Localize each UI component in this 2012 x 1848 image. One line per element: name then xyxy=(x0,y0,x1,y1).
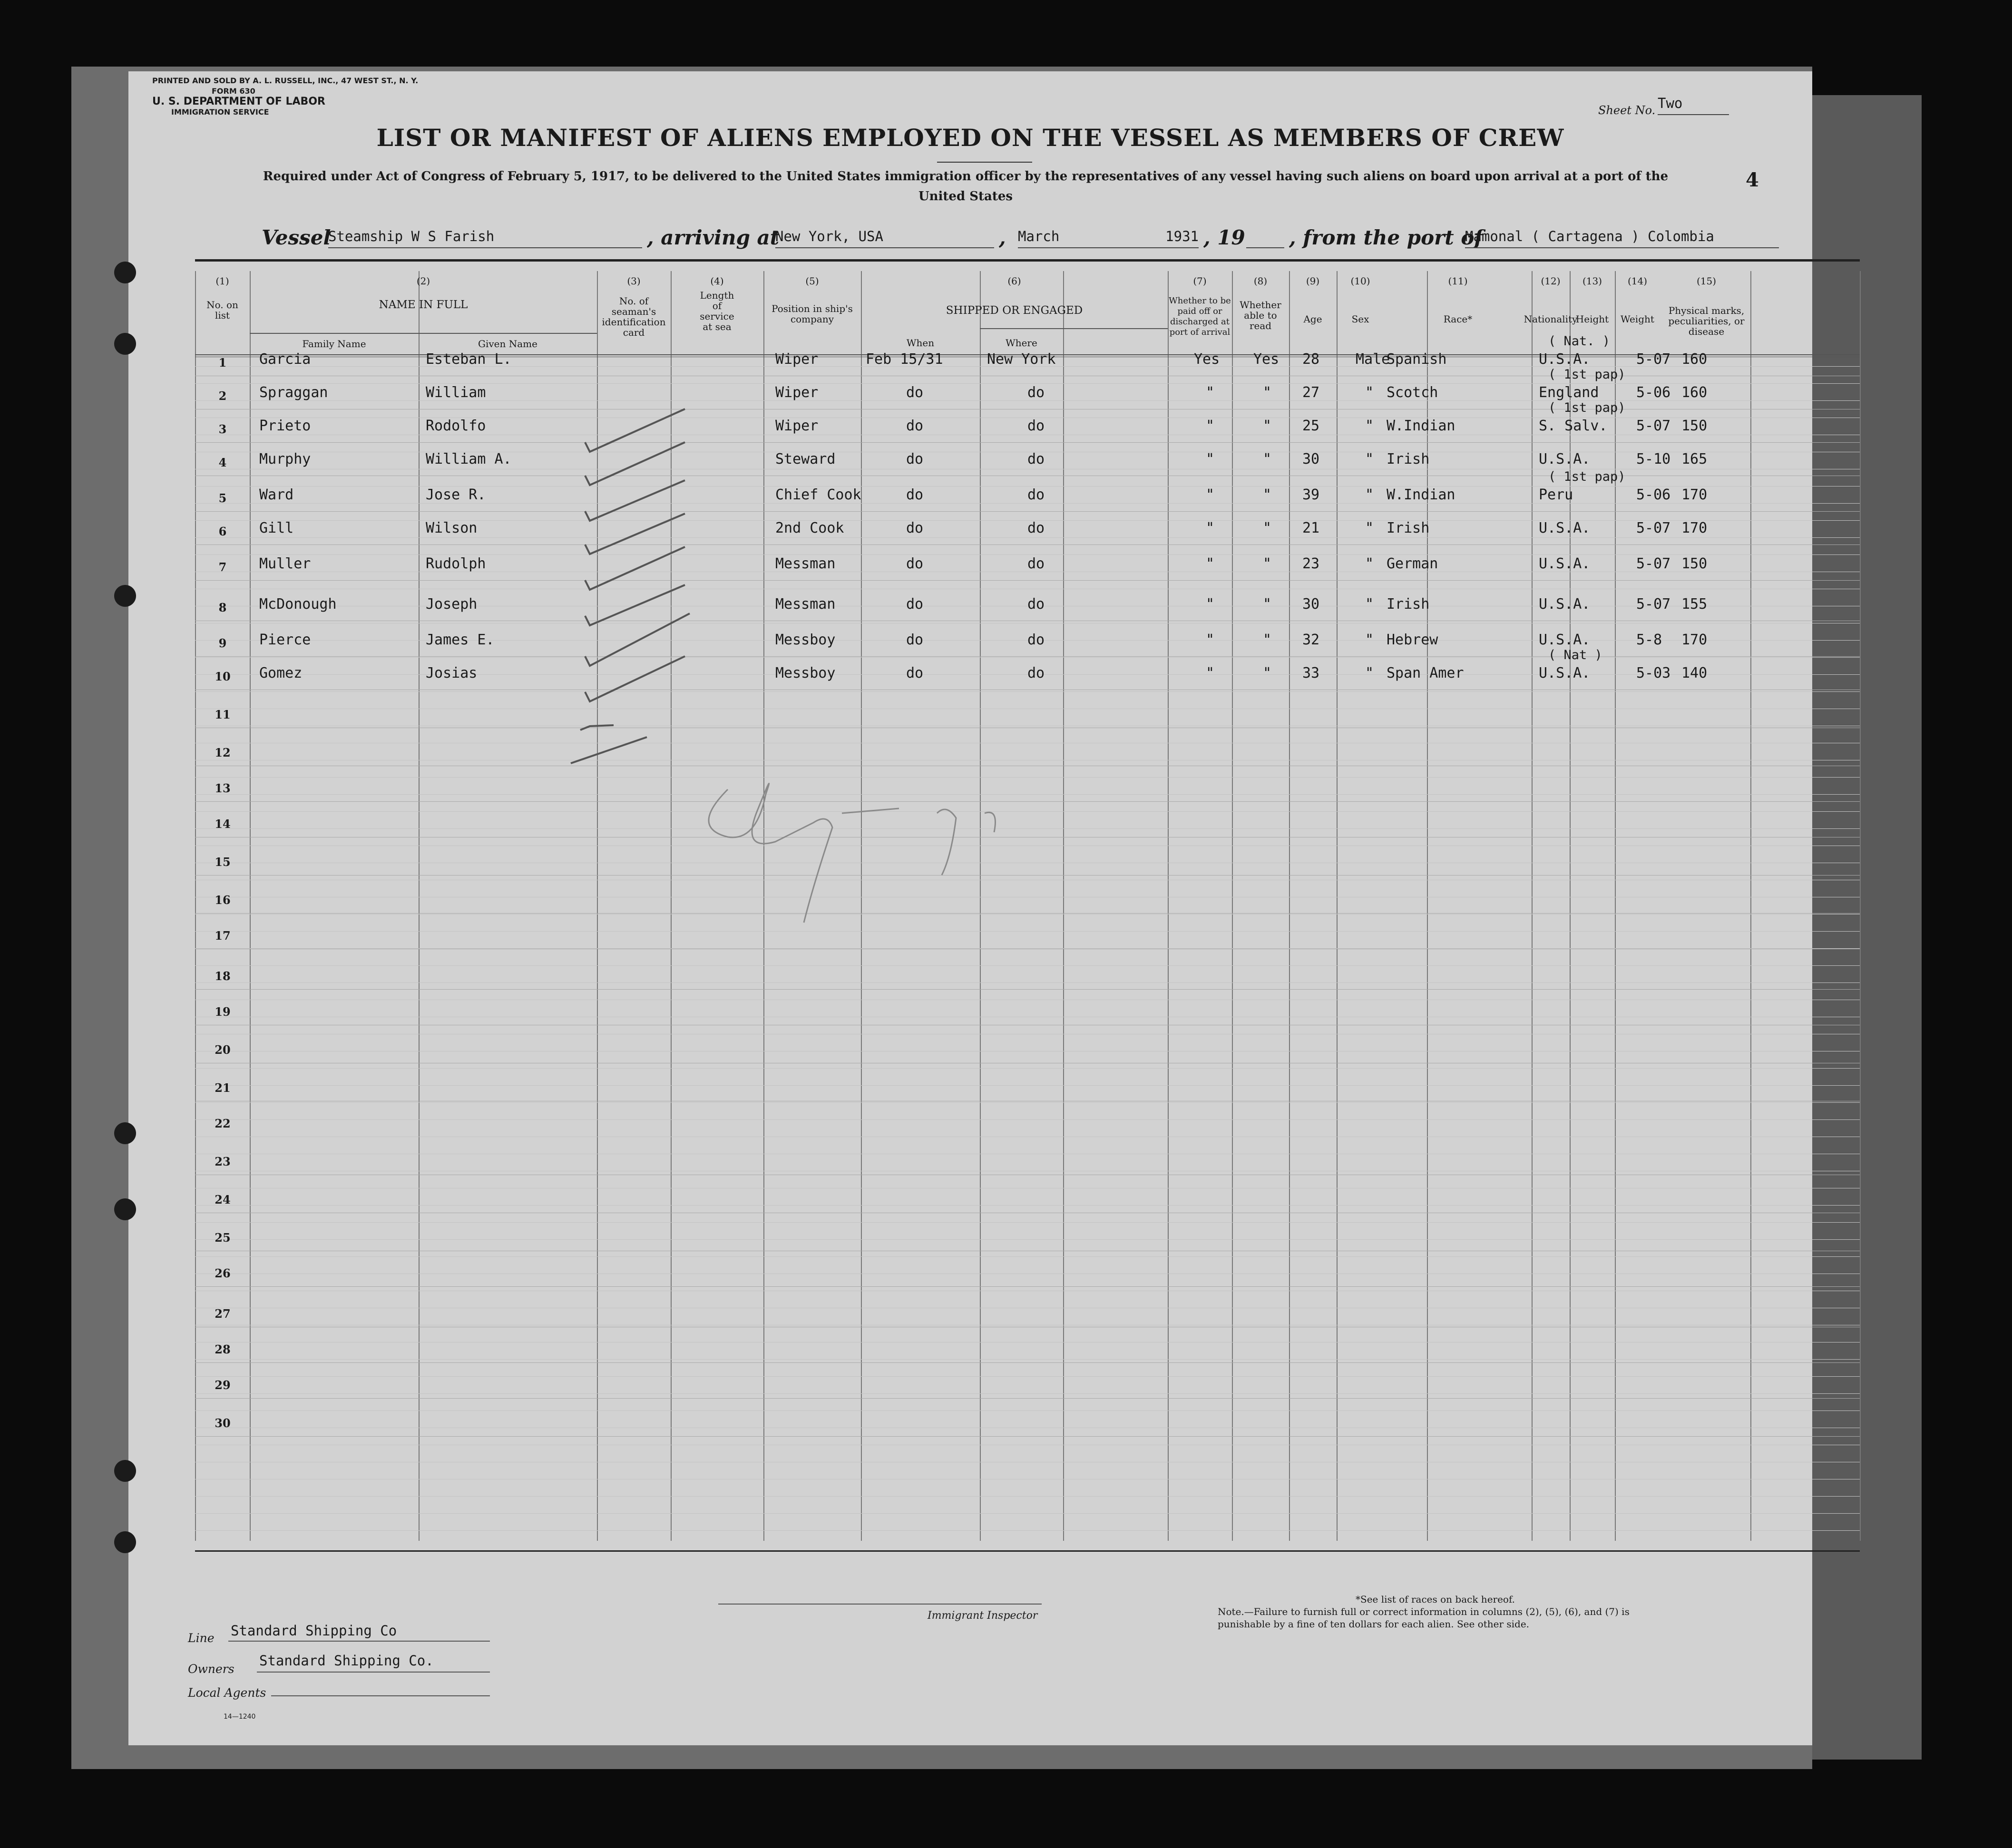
col-family-name-header: Family Name xyxy=(302,338,366,350)
row-number: 16 xyxy=(215,893,231,907)
able-to-read-cell: " xyxy=(1263,384,1272,401)
nationality-note-cell: ( Nat. ) xyxy=(1548,334,1611,349)
binder-hole xyxy=(114,1460,136,1482)
col-6-number: (6) xyxy=(1007,275,1021,287)
row-number: 21 xyxy=(215,1081,231,1095)
col-id-card-header: No. of seaman's identification card xyxy=(602,295,666,338)
row-number: 3 xyxy=(218,422,227,436)
shipped-where-cell: New York xyxy=(987,351,1056,368)
able-to-read-cell: " xyxy=(1263,596,1272,613)
position-cell: Chief Cook xyxy=(775,486,861,503)
sheet-label: Sheet No. xyxy=(1598,104,1656,117)
row-divider xyxy=(195,913,1860,914)
row-number: 12 xyxy=(215,746,231,759)
sex-cell: " xyxy=(1365,555,1374,572)
col-nationality-header: Nationality xyxy=(1524,313,1578,325)
grid-line xyxy=(195,1102,1860,1103)
row-divider xyxy=(195,1398,1860,1399)
able-to-read-cell: " xyxy=(1263,520,1272,536)
row-number: 29 xyxy=(215,1378,231,1392)
col-when-header: When xyxy=(906,337,935,349)
shipped-when-cell: Feb 15/31 xyxy=(866,351,943,368)
local-agents-label: Local Agents xyxy=(188,1686,266,1700)
col-service-length-header: Length of service at sea xyxy=(700,290,734,332)
nationality-cell: U.S.A. xyxy=(1539,665,1591,681)
paid-off-cell: Yes xyxy=(1194,351,1220,368)
from-port-label: , from the port of xyxy=(1289,226,1483,249)
race-cell: Span Amer xyxy=(1387,665,1464,681)
shipped-where-cell: do xyxy=(1027,596,1045,613)
grid-line xyxy=(195,794,1860,795)
shipped-when-cell: do xyxy=(906,520,924,536)
col-12-number: (12) xyxy=(1541,275,1561,287)
row-number: 4 xyxy=(218,456,227,469)
row-number: 1 xyxy=(218,356,227,370)
col-height-header: Height xyxy=(1575,313,1609,325)
sheet-value: Two xyxy=(1658,95,1729,115)
nationality-cell: U.S.A. xyxy=(1539,555,1591,572)
able-to-read-cell: " xyxy=(1263,555,1272,572)
grid-line xyxy=(195,1359,1860,1360)
family-name-cell: Muller xyxy=(259,555,311,572)
shipped-when-cell: do xyxy=(906,632,924,648)
race-cell: Irish xyxy=(1387,596,1430,613)
col-weight-header: Weight xyxy=(1621,313,1654,325)
col-7-number: (7) xyxy=(1193,275,1207,287)
grid-line xyxy=(195,1222,1860,1223)
position-cell: Wiper xyxy=(775,351,819,368)
sex-cell: " xyxy=(1365,418,1374,434)
vessel-name: Steamship W S Farish xyxy=(328,228,642,248)
sex-cell: " xyxy=(1365,486,1374,503)
row-number: 13 xyxy=(215,781,231,795)
shipped-when-cell: do xyxy=(906,418,924,434)
binder-hole xyxy=(114,262,136,283)
shipped-when-cell: do xyxy=(906,596,924,613)
given-name-cell: James E. xyxy=(426,632,495,648)
grid-line xyxy=(195,1496,1860,1497)
row-number: 24 xyxy=(215,1193,231,1206)
arrival-month: March xyxy=(1018,228,1099,248)
footer-form-code: 14—1240 xyxy=(224,1713,256,1721)
arrival-year: 1931 xyxy=(1099,228,1199,248)
grid-line xyxy=(195,537,1860,538)
race-cell: Irish xyxy=(1387,451,1430,467)
row-number: 28 xyxy=(215,1342,231,1356)
nationality-note-cell: ( 1st pap) xyxy=(1548,367,1626,382)
paid-off-cell: " xyxy=(1206,632,1215,648)
nationality-cell: S. Salv. xyxy=(1539,418,1608,434)
family-name-cell: McDonough xyxy=(259,596,337,613)
grid-line xyxy=(195,931,1860,932)
binder-hole xyxy=(114,333,136,355)
sex-cell: " xyxy=(1365,384,1374,401)
races-note-text: *See list of races on back hereof. xyxy=(1356,1594,1515,1605)
paid-off-cell: " xyxy=(1206,418,1215,434)
race-cell: W.Indian xyxy=(1387,418,1455,434)
given-name-cell: Joseph xyxy=(426,596,478,613)
col-15-number: (15) xyxy=(1696,275,1717,287)
age-cell: 32 xyxy=(1302,632,1320,648)
col-race-header: Race* xyxy=(1443,313,1473,325)
height-cell: 5-06 xyxy=(1636,384,1671,401)
grid-line xyxy=(195,1205,1860,1206)
shipped-where-cell: do xyxy=(1027,384,1045,401)
col-read-header: Whether able to read xyxy=(1240,299,1281,331)
row-number: 2 xyxy=(218,389,227,403)
nationality-cell: U.S.A. xyxy=(1539,451,1591,467)
row-divider xyxy=(195,511,1860,512)
shipped-where-cell: do xyxy=(1027,451,1045,467)
col-where-header: Where xyxy=(1006,337,1037,349)
line-label: Line xyxy=(188,1631,215,1645)
row-number: 22 xyxy=(215,1117,231,1130)
able-to-read-cell: " xyxy=(1263,665,1272,681)
family-name-cell: Prieto xyxy=(259,418,311,434)
able-to-read-cell: " xyxy=(1263,486,1272,503)
col-3-number: (3) xyxy=(627,275,641,287)
given-name-cell: Josias xyxy=(426,665,478,681)
grid-line xyxy=(195,1256,1860,1257)
position-cell: Messman xyxy=(775,596,836,613)
department-name: U. S. DEPARTMENT OF LABOR xyxy=(152,96,325,107)
weight-cell: 170 xyxy=(1681,632,1708,648)
grid-line xyxy=(195,657,1860,658)
age-cell: 21 xyxy=(1302,520,1320,536)
arrival-port: New York, USA xyxy=(775,228,994,248)
row-number: 19 xyxy=(215,1005,231,1019)
header-rule xyxy=(195,259,1860,262)
paid-off-cell: " xyxy=(1206,520,1215,536)
shipped-when-cell: do xyxy=(906,665,924,681)
paid-off-cell: " xyxy=(1206,384,1215,401)
page-title: LIST OR MANIFEST OF ALIENS EMPLOYED ON THE VESSEL AS MEMBERS OF CREW xyxy=(376,124,1564,152)
row-divider xyxy=(195,1362,1860,1363)
position-cell: Wiper xyxy=(775,418,819,434)
shipped-where-cell: do xyxy=(1027,665,1045,681)
sex-cell: " xyxy=(1365,451,1374,467)
row-number: 5 xyxy=(218,491,227,505)
row-number: 15 xyxy=(215,855,231,869)
shipped-when-cell: do xyxy=(906,384,924,401)
weight-cell: 140 xyxy=(1681,665,1708,681)
row-number: 10 xyxy=(215,670,231,683)
binder-hole xyxy=(114,1122,136,1144)
given-name-cell: Jose R. xyxy=(426,486,486,503)
row-number: 6 xyxy=(218,525,227,538)
height-cell: 5-07 xyxy=(1636,351,1671,368)
row-number: 11 xyxy=(215,708,231,721)
row-number: 9 xyxy=(218,636,227,650)
able-to-read-cell: " xyxy=(1263,418,1272,434)
nationality-cell: U.S.A. xyxy=(1539,632,1591,648)
height-cell: 5-07 xyxy=(1636,418,1671,434)
row-divider xyxy=(195,801,1860,802)
position-cell: Messman xyxy=(775,555,836,572)
family-name-cell: Ward xyxy=(259,486,294,503)
grid-line xyxy=(195,1085,1860,1086)
grid-line xyxy=(195,554,1860,555)
able-to-read-cell: " xyxy=(1263,632,1272,648)
grid-line xyxy=(195,811,1860,812)
col-4-number: (4) xyxy=(710,275,724,287)
sex-cell: " xyxy=(1365,665,1374,681)
departure-port: Mamonal ( Cartagena ) Colombia xyxy=(1465,228,1779,248)
weight-cell: 160 xyxy=(1681,384,1708,401)
age-cell: 25 xyxy=(1302,418,1320,434)
grid-line xyxy=(195,691,1860,692)
col-8-number: (8) xyxy=(1253,275,1268,287)
row-number: 30 xyxy=(215,1416,231,1430)
vessel-label: Vessel xyxy=(262,226,331,249)
row-number: 17 xyxy=(215,929,231,943)
grid-line xyxy=(195,1513,1860,1514)
height-cell: 5-07 xyxy=(1636,555,1671,572)
binder-hole xyxy=(114,1198,136,1220)
row-number: 23 xyxy=(215,1155,231,1168)
row-divider xyxy=(195,580,1860,581)
col-11-number: (11) xyxy=(1448,275,1468,287)
age-cell: 28 xyxy=(1302,351,1320,368)
row-divider xyxy=(195,1436,1860,1437)
able-to-read-cell: " xyxy=(1263,451,1272,467)
shipped-where-cell: do xyxy=(1027,632,1045,648)
height-cell: 5-8 xyxy=(1636,632,1662,648)
col-no-on-list-header: No. on list xyxy=(206,299,238,321)
crew-manifest-table xyxy=(195,271,1860,1541)
position-cell: Messboy xyxy=(775,665,836,681)
given-name-cell: Rodolfo xyxy=(426,418,486,434)
height-cell: 5-10 xyxy=(1636,451,1671,467)
grid-line xyxy=(195,948,1860,949)
race-cell: W.Indian xyxy=(1387,486,1455,503)
grid-line xyxy=(195,1393,1860,1394)
age-cell: 33 xyxy=(1302,665,1320,681)
sex-cell: " xyxy=(1365,632,1374,648)
position-cell: Wiper xyxy=(775,384,819,401)
weight-cell: 170 xyxy=(1681,520,1708,536)
position-cell: Messboy xyxy=(775,632,836,648)
height-cell: 5-06 xyxy=(1636,486,1671,503)
weight-cell: 165 xyxy=(1681,451,1708,467)
nationality-note-cell: ( Nat ) xyxy=(1548,648,1602,662)
owners-value: Standard Shipping Co. xyxy=(259,1653,434,1669)
family-name-cell: Gomez xyxy=(259,665,303,681)
nationality-cell: England xyxy=(1539,384,1599,401)
paid-off-cell: " xyxy=(1206,555,1215,572)
weight-cell: 150 xyxy=(1681,555,1708,572)
shipped-where-cell: do xyxy=(1027,520,1045,536)
family-name-cell: Spraggan xyxy=(259,384,328,401)
grid-line xyxy=(195,503,1860,504)
race-cell: German xyxy=(1387,555,1438,572)
race-cell: Scotch xyxy=(1387,384,1438,401)
age-cell: 39 xyxy=(1302,486,1320,503)
weight-cell: 170 xyxy=(1681,486,1708,503)
nationality-note-cell: ( 1st pap) xyxy=(1548,400,1626,415)
age-cell: 23 xyxy=(1302,555,1320,572)
grid-line xyxy=(195,1068,1860,1069)
grid-line xyxy=(195,777,1860,778)
row-divider xyxy=(195,989,1860,990)
grid-line xyxy=(195,383,1860,384)
grid-line xyxy=(195,828,1860,829)
family-name-cell: Pierce xyxy=(259,632,311,648)
race-cell: Hebrew xyxy=(1387,632,1438,648)
binder-hole xyxy=(114,585,136,607)
weight-cell: 160 xyxy=(1681,351,1708,368)
form-number: FORM 630 xyxy=(212,87,255,96)
paid-off-cell: " xyxy=(1206,451,1215,467)
weight-cell: 155 xyxy=(1681,596,1708,613)
shipped-when-cell: do xyxy=(906,555,924,572)
nationality-cell: U.S.A. xyxy=(1539,351,1591,368)
position-cell: Steward xyxy=(775,451,836,467)
row-number: 8 xyxy=(218,601,227,614)
grid-line xyxy=(195,1239,1860,1240)
race-cell: Spanish xyxy=(1387,351,1447,368)
row-divider xyxy=(195,1286,1860,1287)
family-name-cell: Murphy xyxy=(259,451,311,467)
col-2-number: (2) xyxy=(416,275,430,287)
shipped-when-cell: do xyxy=(906,451,924,467)
shipped-when-cell: do xyxy=(906,486,924,503)
printer-line: PRINTED AND SOLD BY A. L. RUSSELL, INC., 47 WEST ST., N. Y. xyxy=(152,76,419,85)
family-name-cell: Gill xyxy=(259,520,294,536)
shipped-where-cell: do xyxy=(1027,418,1045,434)
row-divider xyxy=(195,656,1860,657)
row-divider xyxy=(195,442,1860,443)
sex-cell: " xyxy=(1365,596,1374,613)
grid-line xyxy=(195,1119,1860,1120)
sex-cell: " xyxy=(1365,520,1374,536)
position-cell: 2nd Cook xyxy=(775,520,844,536)
col-name-header: NAME IN FULL xyxy=(379,299,468,311)
col-position-header: Position in ship's company xyxy=(772,303,853,325)
paid-off-cell: " xyxy=(1206,665,1215,681)
sex-cell: Male xyxy=(1356,351,1390,368)
col-5-number: (5) xyxy=(805,275,819,287)
col-paid-off-header: Whether to be paid off or discharged at port of arrival xyxy=(1169,296,1231,337)
height-cell: 5-03 xyxy=(1636,665,1671,681)
row-number: 25 xyxy=(215,1231,231,1245)
nationality-cell: Peru xyxy=(1539,486,1573,503)
nationality-note-cell: ( 1st pap) xyxy=(1548,469,1626,484)
able-to-read-cell: Yes xyxy=(1253,351,1279,368)
grid-line xyxy=(195,1530,1860,1531)
age-cell: 27 xyxy=(1302,384,1320,401)
col-age-header: Age xyxy=(1303,313,1322,325)
row-number: 26 xyxy=(215,1266,231,1280)
family-name-cell: Garcia xyxy=(259,351,311,368)
nationality-cell: U.S.A. xyxy=(1539,520,1591,536)
given-name-cell: William A. xyxy=(426,451,512,467)
weight-cell: 150 xyxy=(1681,418,1708,434)
manifest-page: PRINTED AND SOLD BY A. L. RUSSELL, INC., 47 WEST ST., N. Y. FORM 630 U. S. DEPARTMENT OF LABOR IMMIGRATION SERVICE Sheet No. Two LIST OR MANIFEST OF ALIENS EMPLOYED ON THE VESSEL AS MEMBERS OF CREW Required under Act of Congress of February 5, 1917, to be delivered to the United States immigration officer by the representatives of any vessel having such aliens on board upon arrival at a port of the United States 4 Vessel Steamship W S Farish , arriving at New York, USA , March 1931 , 19 , from the port of Mamonal ( Cartagena ) Colombia (1) No. on list (2) NAME IN FULL Family Name Given Name (3) No. of seaman's identification card (4) Length of service at sea (5) Position in ship's company (6) SHIPPED OR ENGAGED When Where (7) Whether to be paid off or discharged at port of arrival (8) Whether able to read (9) Age (10) Sex (11) Race* (12) Nationality (13) Height (14) Weight (15) Physical marks, peculiarities, or disease 1 2 3 4 5 6 7 8 9 10 11 12 13 14 15 16 17 18 19 20 21 22 23 24 25 26 27 28 29 30 Garcia Esteban L. Wiper Feb 15/31 New York Yes Yes 28 Male Spanish ( Nat. ) U.S.A. 5-07 160 Spraggan William Wiper do do " " 27 " Scotch ( 1st pap) England 5-06 160 Prieto Rodolfo Wiper do do " " 25 " W.Indian ( 1st pap) S. Salv. 5-07 150 Murphy William A. Steward do do " " 30 " Irish U.S.A. 5-10 165 Ward Jose R. Chief Cook do do " " 39 " W.Indian ( 1st pap) Peru 5-06 170 Gill Wilson 2nd Cook do do " " 21 " Irish U.S.A. 5-07 170 Muller Rudolph Messman do do " " 23 " German U.S.A. 5-07 150 McDonough Joseph Messman do do " " 30 " Irish U.S.A. 5-07 155 Pierce James E. Messboy do do " " 32 " Hebrew U.S.A. 5-8 170 Gomez Josias Messboy do do " " 33 " Span Amer ( Nat ) U.S.A. 5-03 140 Line Standard Shipping Co Owners Standard Shipping Co. Local Agents 14—1240 Immigrant Inspector *See list of races on back hereof. Note.—Failure to furnish full or correct information in columns (2), (5), (6), and (7) is punishable by a fine of ten dollars for each alien. See other side. xyxy=(128,71,1812,1745)
col-physical-marks-header: Physical marks, peculiarities, or disease xyxy=(1668,305,1745,337)
col-13-number: (13) xyxy=(1582,275,1602,287)
nationality-cell: U.S.A. xyxy=(1539,596,1591,613)
row-number: 7 xyxy=(218,560,227,574)
age-cell: 30 xyxy=(1302,596,1320,613)
paid-off-cell: " xyxy=(1206,596,1215,613)
grid-line xyxy=(195,965,1860,966)
penalty-note: Note.—Failure to furnish full or correct information in columns (2), (5), (6), and (7) is punishable by a fine of ten dollars for each alien. See other side. xyxy=(1218,1606,1630,1630)
owners-label: Owners xyxy=(188,1662,234,1676)
line-value: Standard Shipping Co xyxy=(231,1623,397,1639)
col-sex-header: Sex xyxy=(1351,313,1369,325)
races-note xyxy=(1218,1593,1660,1630)
page-subtitle: Required under Act of Congress of February 5, 1917, to be delivered to the United States immigration officer by the representatives of any vessel having such aliens on board upon arrival at a port of the United States xyxy=(263,169,1669,204)
grid-line xyxy=(195,1376,1860,1377)
grid-line xyxy=(195,1410,1860,1411)
binder-hole xyxy=(114,1531,136,1553)
shipped-where-cell: do xyxy=(1027,486,1045,503)
paid-off-cell: " xyxy=(1206,486,1215,503)
race-cell: Irish xyxy=(1387,520,1430,536)
arriving-label: , arriving at xyxy=(647,226,780,249)
service-name: IMMIGRATION SERVICE xyxy=(171,107,269,117)
col-10-number: (10) xyxy=(1350,275,1370,287)
col-9-number: (9) xyxy=(1306,275,1320,287)
given-name-cell: Esteban L. xyxy=(426,351,512,368)
row-number: 14 xyxy=(215,817,231,831)
given-name-cell: William xyxy=(426,384,486,401)
height-cell: 5-07 xyxy=(1636,520,1671,536)
given-name-cell: Wilson xyxy=(426,520,478,536)
row-number: 18 xyxy=(215,969,231,983)
age-cell: 30 xyxy=(1302,451,1320,467)
col-shipped-header: SHIPPED OR ENGAGED xyxy=(946,304,1083,317)
col-1-number: (1) xyxy=(215,275,229,287)
row-number: 20 xyxy=(215,1043,231,1057)
row-number: 27 xyxy=(215,1307,231,1321)
col-given-name-header: Given Name xyxy=(478,338,537,350)
height-cell: 5-07 xyxy=(1636,596,1671,613)
shipped-where-cell: do xyxy=(1027,555,1045,572)
given-name-cell: Rudolph xyxy=(426,555,486,572)
year-prefix: , 19 xyxy=(1203,226,1245,249)
page-number: 4 xyxy=(1746,169,1759,191)
col-14-number: (14) xyxy=(1627,275,1648,287)
immigrant-inspector-label: Immigrant Inspector xyxy=(928,1610,1038,1622)
grid-line xyxy=(195,982,1860,983)
